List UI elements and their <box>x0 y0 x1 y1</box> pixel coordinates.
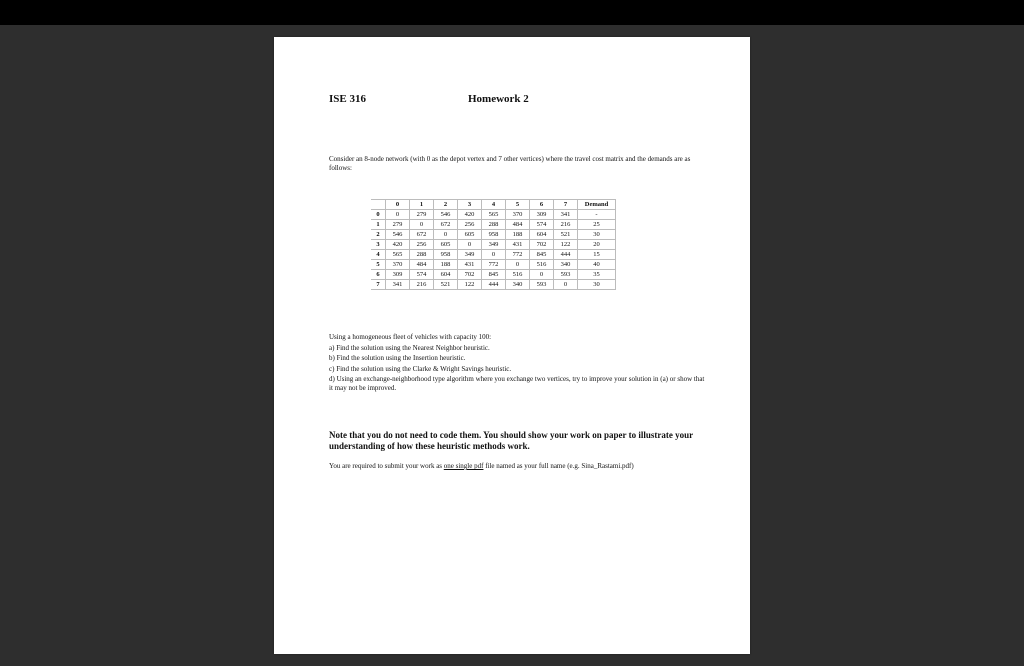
cost-cell: 340 <box>554 260 578 270</box>
cost-cell: 288 <box>482 220 506 230</box>
demand-cell: - <box>578 210 616 220</box>
demand-header: Demand <box>578 200 616 210</box>
matrix-row <box>371 280 616 290</box>
cost-cell: 0 <box>482 250 506 260</box>
cost-cell: 256 <box>410 240 434 250</box>
matrix-row <box>371 220 616 230</box>
cost-cell: 521 <box>434 280 458 290</box>
cost-cell: 484 <box>410 260 434 270</box>
matrix-row <box>371 270 616 280</box>
cost-cell: 444 <box>554 250 578 260</box>
cost-cell: 845 <box>530 250 554 260</box>
column-header: 2 <box>434 200 458 210</box>
cost-cell: 0 <box>386 210 410 220</box>
cost-cell: 484 <box>506 220 530 230</box>
task-lead: Using a homogeneous fleet of vehicles with capacity 100: <box>329 333 492 341</box>
demand-cell: 40 <box>578 260 616 270</box>
matrix-header-row <box>371 200 616 210</box>
column-header: 4 <box>482 200 506 210</box>
demand-cell: 30 <box>578 280 616 290</box>
cost-cell: 672 <box>410 230 434 240</box>
cost-cell: 341 <box>386 280 410 290</box>
column-header: 6 <box>530 200 554 210</box>
cost-cell: 370 <box>506 210 530 220</box>
cost-cell: 444 <box>482 280 506 290</box>
submission-instructions <box>329 462 701 471</box>
cost-cell: 593 <box>554 270 578 280</box>
cost-cell: 341 <box>554 210 578 220</box>
cost-cell: 516 <box>506 270 530 280</box>
matrix-row <box>371 260 616 270</box>
demand-cell: 35 <box>578 270 616 280</box>
cost-cell: 565 <box>386 250 410 260</box>
matrix-row <box>371 210 616 220</box>
cost-cell: 604 <box>434 270 458 280</box>
cost-cell: 546 <box>434 210 458 220</box>
cost-cell: 122 <box>554 240 578 250</box>
cost-cell: 604 <box>530 230 554 240</box>
cost-cell: 958 <box>434 250 458 260</box>
intro-paragraph: Consider an 8-node network (with 0 as the depot vertex and 7 other vertices) where the travel cost matrix and the demands are as follows: <box>329 155 691 172</box>
demand-cell: 15 <box>578 250 616 260</box>
cost-cell: 593 <box>530 280 554 290</box>
column-header: 1 <box>410 200 434 210</box>
cost-cell: 574 <box>410 270 434 280</box>
cost-cell: 772 <box>482 260 506 270</box>
cost-cell: 605 <box>458 230 482 240</box>
row-header: 5 <box>371 260 386 270</box>
cost-cell: 420 <box>458 210 482 220</box>
demand-cell: 30 <box>578 230 616 240</box>
cost-cell: 772 <box>506 250 530 260</box>
cost-cell: 0 <box>530 270 554 280</box>
course-code: ISE 316 <box>329 93 366 105</box>
cost-cell: 288 <box>410 250 434 260</box>
cost-cell: 702 <box>530 240 554 250</box>
task-item-c: c) Find the solution using the Clarke & Wright Savings heuristic. <box>329 364 512 373</box>
cost-cell: 0 <box>458 240 482 250</box>
matrix-row <box>371 250 616 260</box>
cost-cell: 188 <box>506 230 530 240</box>
column-header: 3 <box>458 200 482 210</box>
cost-cell: 0 <box>410 220 434 230</box>
cost-cell: 845 <box>482 270 506 280</box>
cost-cell: 516 <box>530 260 554 270</box>
cost-cell: 0 <box>506 260 530 270</box>
matrix-corner-cell <box>371 200 386 210</box>
cost-cell: 309 <box>530 210 554 220</box>
cost-cell: 349 <box>482 240 506 250</box>
cost-cell: 420 <box>386 240 410 250</box>
task-item-b: b) Find the solution using the Insertion heuristic. <box>329 354 466 362</box>
viewer-top-bar <box>0 0 1024 25</box>
matrix-row <box>371 230 616 240</box>
demand-cell: 25 <box>578 220 616 230</box>
cost-cell: 702 <box>458 270 482 280</box>
demand-cell: 20 <box>578 240 616 250</box>
cost-cell: 672 <box>434 220 458 230</box>
column-header: 5 <box>506 200 530 210</box>
submit-text-underlined: one single pdf <box>443 462 484 470</box>
cost-cell: 574 <box>530 220 554 230</box>
homework-title: Homework 2 <box>468 93 529 105</box>
task-list <box>329 333 709 395</box>
task-item-d: d) Using an exchange-neighborhood type algorithm where you exchange two vertices, try to improve your solution in (a) or show that it may not be improved. <box>329 375 705 392</box>
note-paragraph: Note that you do not need to code them. You should show your work on paper to illustrate your understanding of how these heuristic methods work. <box>329 430 693 451</box>
cost-cell: 122 <box>458 280 482 290</box>
cost-cell: 431 <box>458 260 482 270</box>
submit-text-after: file named as your full name (e.g. Sina_Rastami.pdf) <box>483 462 634 470</box>
task-item-a: a) Find the solution using the Nearest Neighbor heuristic. <box>329 343 490 352</box>
row-header: 2 <box>371 230 386 240</box>
cost-cell: 216 <box>410 280 434 290</box>
cost-cell: 309 <box>386 270 410 280</box>
cost-cell: 279 <box>410 210 434 220</box>
cost-cell: 605 <box>434 240 458 250</box>
cost-cell: 0 <box>434 230 458 240</box>
cost-cell: 216 <box>554 220 578 230</box>
cost-cell: 521 <box>554 230 578 240</box>
column-header: 0 <box>386 200 410 210</box>
document-page <box>274 37 750 654</box>
cost-cell: 565 <box>482 210 506 220</box>
cost-cell: 546 <box>386 230 410 240</box>
cost-cell: 0 <box>554 280 578 290</box>
cost-cell: 431 <box>506 240 530 250</box>
cost-cell: 279 <box>386 220 410 230</box>
row-header: 3 <box>371 240 386 250</box>
row-header: 1 <box>371 220 386 230</box>
cost-cell: 340 <box>506 280 530 290</box>
cost-cell: 958 <box>482 230 506 240</box>
matrix-body <box>371 210 616 290</box>
row-header: 7 <box>371 280 386 290</box>
cost-cell: 256 <box>458 220 482 230</box>
cost-cell: 349 <box>458 250 482 260</box>
row-header: 4 <box>371 250 386 260</box>
row-header: 6 <box>371 270 386 280</box>
matrix-row <box>371 240 616 250</box>
row-header: 0 <box>371 210 386 220</box>
cost-cell: 188 <box>434 260 458 270</box>
submit-text-before: You are required to submit your work as <box>329 462 444 470</box>
cost-matrix-table <box>371 199 616 290</box>
column-header: 7 <box>554 200 578 210</box>
cost-cell: 370 <box>386 260 410 270</box>
